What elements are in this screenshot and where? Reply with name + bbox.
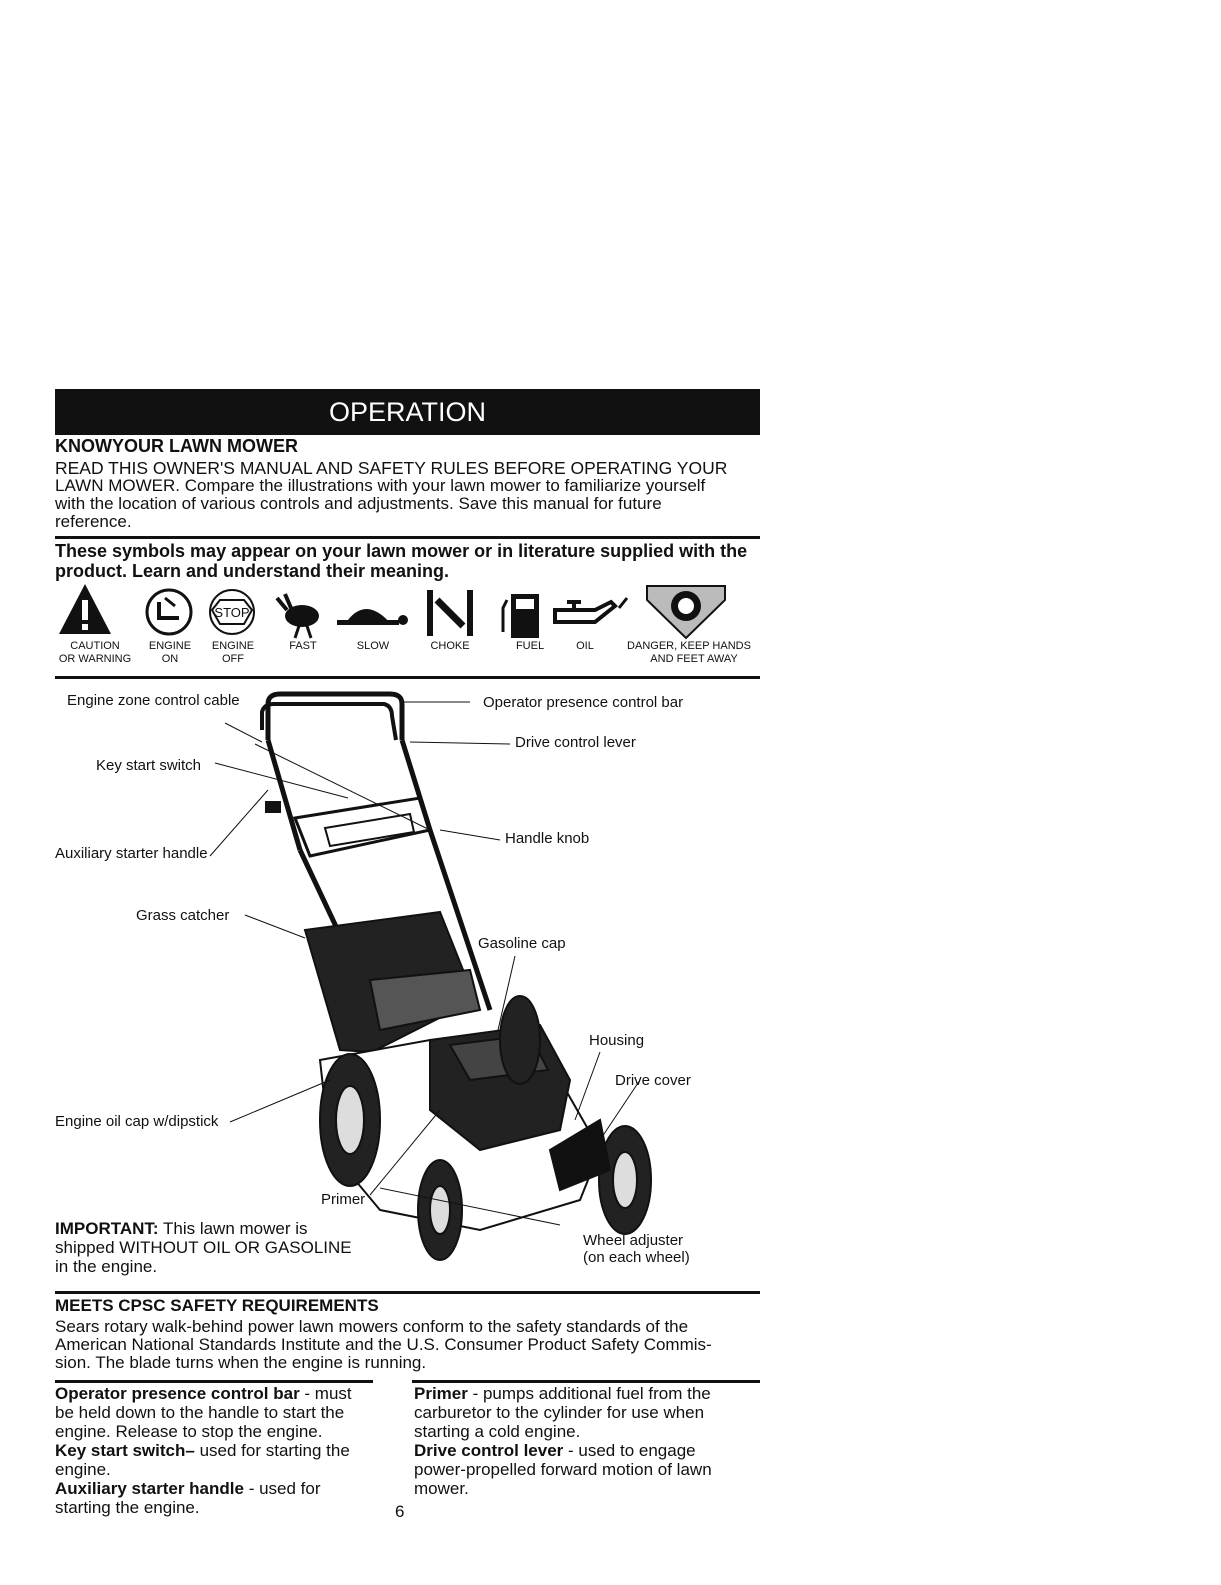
- symbol-label-line: AND FEET AWAY: [650, 653, 738, 665]
- callout-line: Wheel adjuster: [583, 1232, 684, 1249]
- callout-key-start-switch: Key start switch: [96, 757, 202, 774]
- symbol-label-caution: [55, 640, 135, 666]
- symbol-label-line: CAUTION: [70, 640, 120, 652]
- cpsc-line: sion. The blade turns when the engine is running.: [55, 1353, 427, 1372]
- def-term: Primer: [414, 1384, 468, 1403]
- know-line: reference.: [55, 512, 132, 531]
- important-text: This lawn mower is: [158, 1219, 308, 1238]
- caution-icon: [59, 584, 111, 634]
- symbol-label-slow: SLOW: [356, 640, 390, 652]
- def-term: Auxiliary starter handle: [55, 1479, 244, 1498]
- section-title: OPERATION: [328, 397, 487, 427]
- symbol-label-oil: OIL: [576, 640, 594, 652]
- oil-can-icon: [555, 598, 627, 622]
- def-text: used for starting the: [194, 1441, 350, 1460]
- divider: [55, 676, 760, 679]
- def-term: Operator presence control bar: [55, 1384, 300, 1403]
- turtle-icon: [337, 609, 408, 625]
- callout-wheel-adjuster: [583, 1232, 690, 1266]
- def-text: starting the engine.: [55, 1498, 200, 1517]
- symbol-label-fast: FAST: [289, 640, 317, 652]
- symbols-intro-line: These symbols may appear on your lawn mower or in literature supplied with the: [55, 541, 748, 561]
- engine-off-icon: [210, 590, 254, 634]
- def-text: power-propelled forward motion of lawn: [414, 1460, 712, 1479]
- symbol-label-danger: [618, 640, 760, 666]
- know-line: READ THIS OWNER'S MANUAL AND SAFETY RULES BEFORE OPERATING YOUR: [55, 458, 728, 478]
- cpsc-line: American National Standards Institute and the U.S. Consumer Product Safety Commis-: [55, 1335, 712, 1354]
- callout-drive-cover: Drive cover: [615, 1072, 691, 1089]
- symbol-label-line: ON: [161, 653, 179, 665]
- cpsc-line: Sears rotary walk-behind power lawn mowers conform to the safety standards of the: [55, 1317, 689, 1336]
- engine-on-icon: [147, 590, 191, 634]
- def-text: engine. Release to stop the engine.: [55, 1422, 323, 1441]
- page-number: 6: [395, 1502, 405, 1521]
- know-line: with the location of various controls and adjustments. Save this manual for future: [55, 494, 662, 513]
- callout-housing: Housing: [589, 1032, 645, 1049]
- symbol-label-line: ENGINE: [211, 640, 255, 652]
- symbol-label-line: DANGER, KEEP HANDS: [627, 640, 751, 652]
- symbol-label-engine-off: [203, 640, 263, 666]
- important-text: shipped WITHOUT OIL OR GASOLINE: [55, 1238, 352, 1257]
- divider: [55, 1380, 373, 1383]
- def-text: mower.: [414, 1479, 469, 1498]
- def-text: be held down to the handle to start the: [55, 1403, 345, 1422]
- divider: [55, 536, 760, 539]
- callout-handle-knob: Handle knob: [505, 830, 590, 847]
- danger-hands-icon: [647, 586, 725, 638]
- def-text: engine.: [55, 1460, 111, 1479]
- stop-text: STOP: [214, 605, 250, 620]
- important-note: [55, 1219, 352, 1276]
- section-header: [55, 389, 760, 435]
- important-text: in the engine.: [55, 1257, 158, 1276]
- callout-operator-presence-bar: Operator presence control bar: [483, 694, 684, 711]
- symbol-label-fuel: FUEL: [515, 640, 545, 652]
- symbol-label-engine-on: [140, 640, 200, 666]
- symbol-label-line: OR WARNING: [58, 653, 132, 665]
- def-term: Drive control lever: [414, 1441, 564, 1460]
- definitions-right: [414, 1384, 764, 1498]
- know-paragraph: [55, 459, 765, 531]
- cpsc-paragraph: [55, 1318, 770, 1372]
- rabbit-icon: [277, 594, 319, 638]
- def-text: - used to engage: [563, 1441, 696, 1460]
- def-text: - pumps additional fuel from the: [467, 1384, 711, 1403]
- symbols-intro-line: product. Learn and understand their meaning.: [55, 561, 450, 581]
- symbol-label-line: ENGINE: [148, 640, 192, 652]
- def-text: - used for: [243, 1479, 321, 1498]
- callout-primer: Primer: [321, 1191, 366, 1208]
- callout-drive-control-lever: Drive control lever: [515, 734, 636, 751]
- divider: [55, 1291, 760, 1294]
- definitions-left: [55, 1384, 395, 1517]
- callout-grass-catcher: Grass catcher: [136, 907, 230, 924]
- def-text: starting a cold engine.: [414, 1422, 581, 1441]
- def-text: carburetor to the cylinder for use when: [414, 1403, 705, 1422]
- def-text: - must: [299, 1384, 352, 1403]
- callout-gasoline-cap: Gasoline cap: [478, 935, 566, 952]
- cpsc-heading: MEETS CPSC SAFETY REQUIREMENTS: [55, 1296, 379, 1315]
- symbol-label-choke: CHOKE: [430, 640, 470, 652]
- def-term: Key start switch–: [55, 1441, 195, 1460]
- symbol-label-line: OFF: [222, 653, 244, 665]
- choke-icon: [427, 590, 473, 636]
- know-line: LAWN MOWER. Compare the illustrations with your lawn mower to familiarize yourself: [55, 476, 706, 495]
- divider: [412, 1380, 760, 1383]
- callout-engine-oil-cap: Engine oil cap w/dipstick: [55, 1113, 219, 1130]
- callout-line: (on each wheel): [583, 1249, 690, 1266]
- know-heading: KNOWYOUR LAWN MOWER: [55, 436, 298, 456]
- symbol-icons: [55, 580, 765, 642]
- callout-auxiliary-starter-handle: Auxiliary starter handle: [55, 845, 208, 862]
- important-label: IMPORTANT:: [55, 1219, 159, 1238]
- fuel-icon: [503, 594, 539, 638]
- callout-engine-zone-cable: Engine zone control cable: [67, 692, 240, 709]
- symbols-intro: [55, 541, 765, 581]
